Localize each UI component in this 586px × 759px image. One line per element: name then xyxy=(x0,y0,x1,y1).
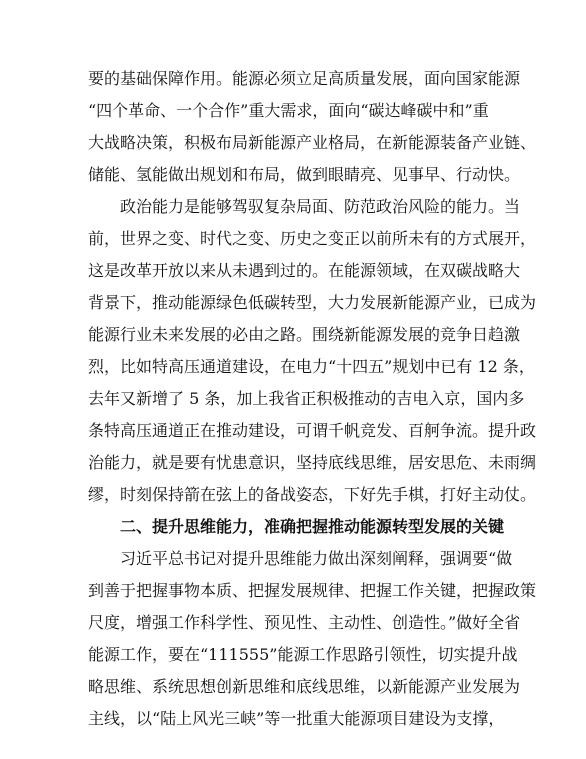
paragraph-2-line-2: 前，世界之变、时代之变、历史之变正以前所未有的方式展开， xyxy=(88,229,537,248)
paragraph-2-line-7: 去年又新增了 5 条，加上我省正积极推动的吉电入京，国内多 xyxy=(88,389,525,408)
paragraph-2-line-1: 政治能力是能够驾驭复杂局面、防范政治风险的能力。当 xyxy=(120,197,521,216)
paragraph-2-line-4: 背景下，推动能源绿色低碳转型，大力发展新能源产业，已成为 xyxy=(88,293,537,312)
paragraph-3-line-3: 尺度，增强工作科学性、预见性、主动性、创造性。”做好全省 xyxy=(88,613,521,632)
paragraph-1-line-1: 要的基础保障作用。能源必须立足高质量发展，面向国家能源 xyxy=(88,69,521,88)
section-heading-2: 二、提升思维能力，准确把握推动能源转型发展的关键 xyxy=(120,517,505,536)
paragraph-2-line-9: 治能力，就是要有忧患意识，坚持底线思维，居安思危、未雨绸 xyxy=(88,453,537,472)
paragraph-1-line-2: “四个革命、一个合作”重大需求，面向“碳达峰碳中和”重 xyxy=(88,101,489,120)
paragraph-1-line-3: 大战略决策，积极布局新能源产业格局，在新能源装备产业链、 xyxy=(88,133,537,152)
paragraph-2-line-3: 这是改革开放以来从未遇到过的。在能源领域，在双碳战略大 xyxy=(88,261,521,280)
paragraph-3-line-6: 主线，以“陆上风光三峡”等一批重大能源项目建设为支撑， xyxy=(88,709,505,728)
paragraph-3-line-1: 习近平总书记对提升思维能力做出深刻阐释，强调要“做 xyxy=(120,549,513,568)
paragraph-3-line-4: 能源工作，要在“111555”能源工作思路引领性，切实提升战 xyxy=(88,645,518,664)
paragraph-2-line-6: 烈，比如特高压通道建设，在电力“十四五”规划中已有 12 条， xyxy=(88,357,535,376)
paragraph-2-line-8: 条特高压通道正在推动建设，可谓千帆竞发、百舸争流。提升政 xyxy=(88,421,537,440)
paragraph-1-line-4: 储能、氢能做出规划和布局，做到眼睛亮、见事早、行动快。 xyxy=(88,165,521,184)
paragraph-2-line-10: 缪，时刻保持箭在弦上的备战姿态，下好先手棋，打好主动仗。 xyxy=(88,485,537,504)
paragraph-3-line-2: 到善于把握事物本质、把握发展规律、把握工作关键，把握政策 xyxy=(88,581,537,600)
paragraph-3-line-5: 略思维、系统思想创新思维和底线思维，以新能源产业发展为 xyxy=(88,677,521,696)
paragraph-2-line-5: 能源行业未来发展的必由之路。围绕新能源发展的竞争日趋激 xyxy=(88,325,521,344)
